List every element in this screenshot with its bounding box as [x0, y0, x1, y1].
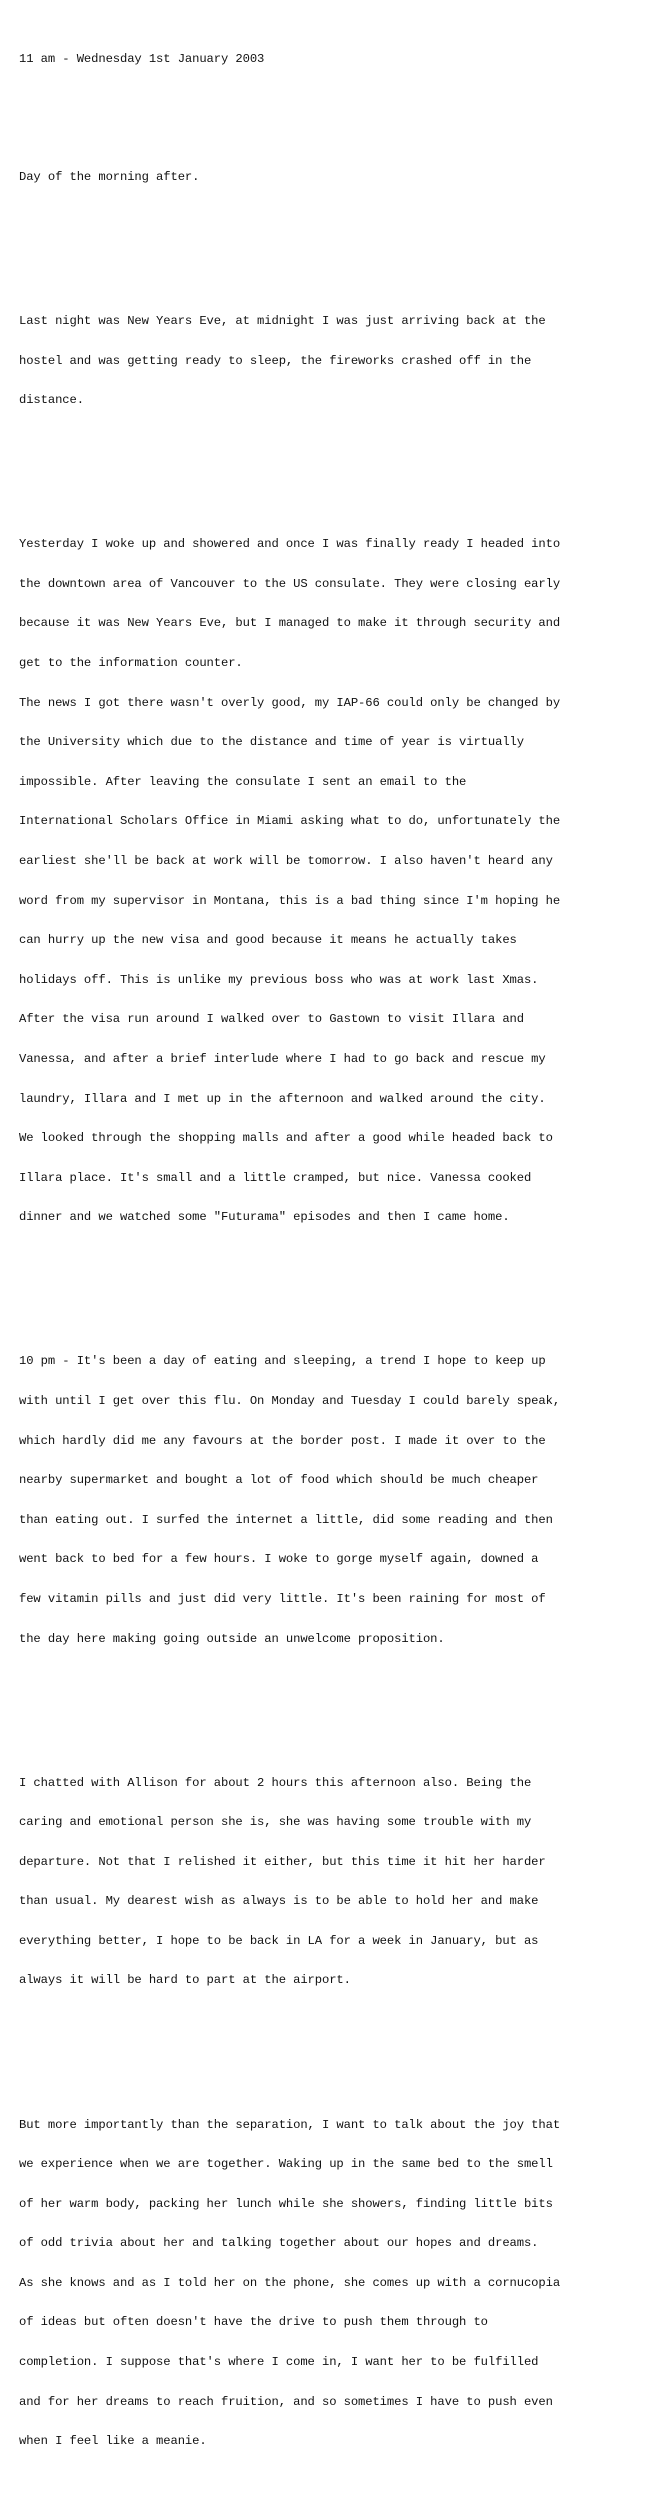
- text-line: with until I get over this flu. On Monday and Tuesday I could barely speak,: [19, 1393, 561, 1408]
- text-line: the downtown area of Vancouver to the US consulate. They were closing early: [19, 576, 561, 591]
- text-line: I chatted with Allison for about 2 hours this afternoon also. Being the: [19, 1775, 532, 1790]
- text-line: hostel and was getting ready to sleep, the fireworks crashed off in the: [19, 353, 532, 368]
- text-line: caring and emotional person she is, she was having some trouble with my: [19, 1815, 532, 1830]
- text-line: Day of the morning after.: [19, 170, 200, 185]
- text-line: Vanessa, and after a brief interlude where I had to go back and rescue my: [19, 1051, 546, 1066]
- paragraph-gap: [19, 93, 631, 105]
- text-line: than eating out. I surfed the internet a little, did some reading and then: [19, 1512, 553, 1527]
- text-line: impossible. After leaving the consulate I sent an email to the: [19, 774, 467, 789]
- text-line: of ideas but often doesn't have the drive to push them through to: [19, 2315, 488, 2330]
- text-line: laundry, Illara and I met up in the afternoon and walked around the city.: [19, 1091, 546, 1106]
- paragraph-4: [19, 1329, 631, 1672]
- text-line: dinner and we watched some "Futurama" episodes and then I came home.: [19, 1210, 510, 1225]
- text-line: Yesterday I woke up and showered and once I was finally ready I headed into: [19, 537, 561, 552]
- text-line: The news I got there wasn't overly good, my IAP-66 could only be changed by: [19, 695, 561, 710]
- text-line: and for her dreams to reach fruition, and so sometimes I have to push even: [19, 2394, 553, 2409]
- text-line: earliest she'll be back at work will be tomorrow. I also haven't heard any: [19, 853, 553, 868]
- text-line: completion. I suppose that's where I come in, I want her to be fulfilled: [19, 2355, 539, 2370]
- text-line: Last night was New Years Eve, at midnight I was just arriving back at the: [19, 314, 546, 329]
- text-line: departure. Not that I relished it either, but this time it hit her harder: [19, 1854, 546, 1869]
- text-line: everything better, I hope to be back in LA for a week in January, but as: [19, 1933, 539, 1948]
- text-line: because it was New Years Eve, but I managed to make it through security and: [19, 616, 561, 631]
- text-line: the day here making going outside an unwelcome proposition.: [19, 1631, 445, 1646]
- text-line: nearby supermarket and bought a lot of food which should be much cheaper: [19, 1473, 539, 1488]
- paragraph-1: [19, 145, 631, 211]
- text-line: of odd trivia about her and talking together about our hopes and dreams.: [19, 2236, 539, 2251]
- text-line: went back to bed for a few hours. I woke to gorge myself again, downed a: [19, 1552, 539, 1567]
- paragraph-gap: [19, 1699, 631, 1711]
- text-line: Illara place. It's small and a little cramped, but nice. Vanessa cooked: [19, 1170, 532, 1185]
- text-line: few vitamin pills and just did very little. It's been raining for most of: [19, 1591, 546, 1606]
- paragraph-3: [19, 512, 631, 1251]
- text-line: get to the information counter.: [19, 656, 243, 671]
- text-line: when I feel like a meanie.: [19, 2434, 207, 2449]
- text-line: After the visa run around I walked over to Gastown to visit Illara and: [19, 1012, 524, 1027]
- text-line: distance.: [19, 393, 84, 408]
- text-line: word from my supervisor in Montana, this is a bad thing since I'm hoping he: [19, 893, 561, 908]
- text-line: than usual. My dearest wish as always is to be able to hold her and make: [19, 1894, 539, 1909]
- text-line: the University which due to the distance and time of year is virtually: [19, 735, 524, 750]
- paragraph-2: [19, 289, 631, 434]
- text-line: We looked through the shopping malls and after a good while headed back to: [19, 1131, 553, 1146]
- text-line: which hardly did me any favours at the border post. I made it over to the: [19, 1433, 546, 1448]
- text-line: can hurry up the new visa and good because it means he actually takes: [19, 933, 517, 948]
- paragraph-gap: [19, 237, 631, 249]
- text-line: holidays off. This is unlike my previous boss who was at work last Xmas.: [19, 972, 539, 987]
- text-line: 10 pm - It's been a day of eating and sleeping, a trend I hope to keep up: [19, 1354, 546, 1369]
- paragraph-gap: [19, 1277, 631, 1289]
- text-line: always it will be hard to part at the airport.: [19, 1973, 351, 1988]
- entry-heading: 11 am - Wednesday 1st January 2003: [19, 52, 265, 67]
- paragraph-gap: [19, 460, 631, 472]
- text-line: But more importantly than the separation, I want to talk about the joy that: [19, 2117, 561, 2132]
- document-body: [19, 27, 631, 2501]
- paragraph-gap: [19, 2040, 631, 2052]
- text-line: we experience when we are together. Waking up in the same bed to the smell: [19, 2157, 553, 2172]
- text-line: As she knows and as I told her on the phone, she comes up with a cornucopia: [19, 2275, 561, 2290]
- text-line: of her warm body, packing her lunch while she showers, finding little bits: [19, 2196, 553, 2211]
- paragraph-5: [19, 1750, 631, 2014]
- text-line: International Scholars Office in Miami asking what to do, unfortunately the: [19, 814, 561, 829]
- paragraph-6: [19, 2092, 631, 2475]
